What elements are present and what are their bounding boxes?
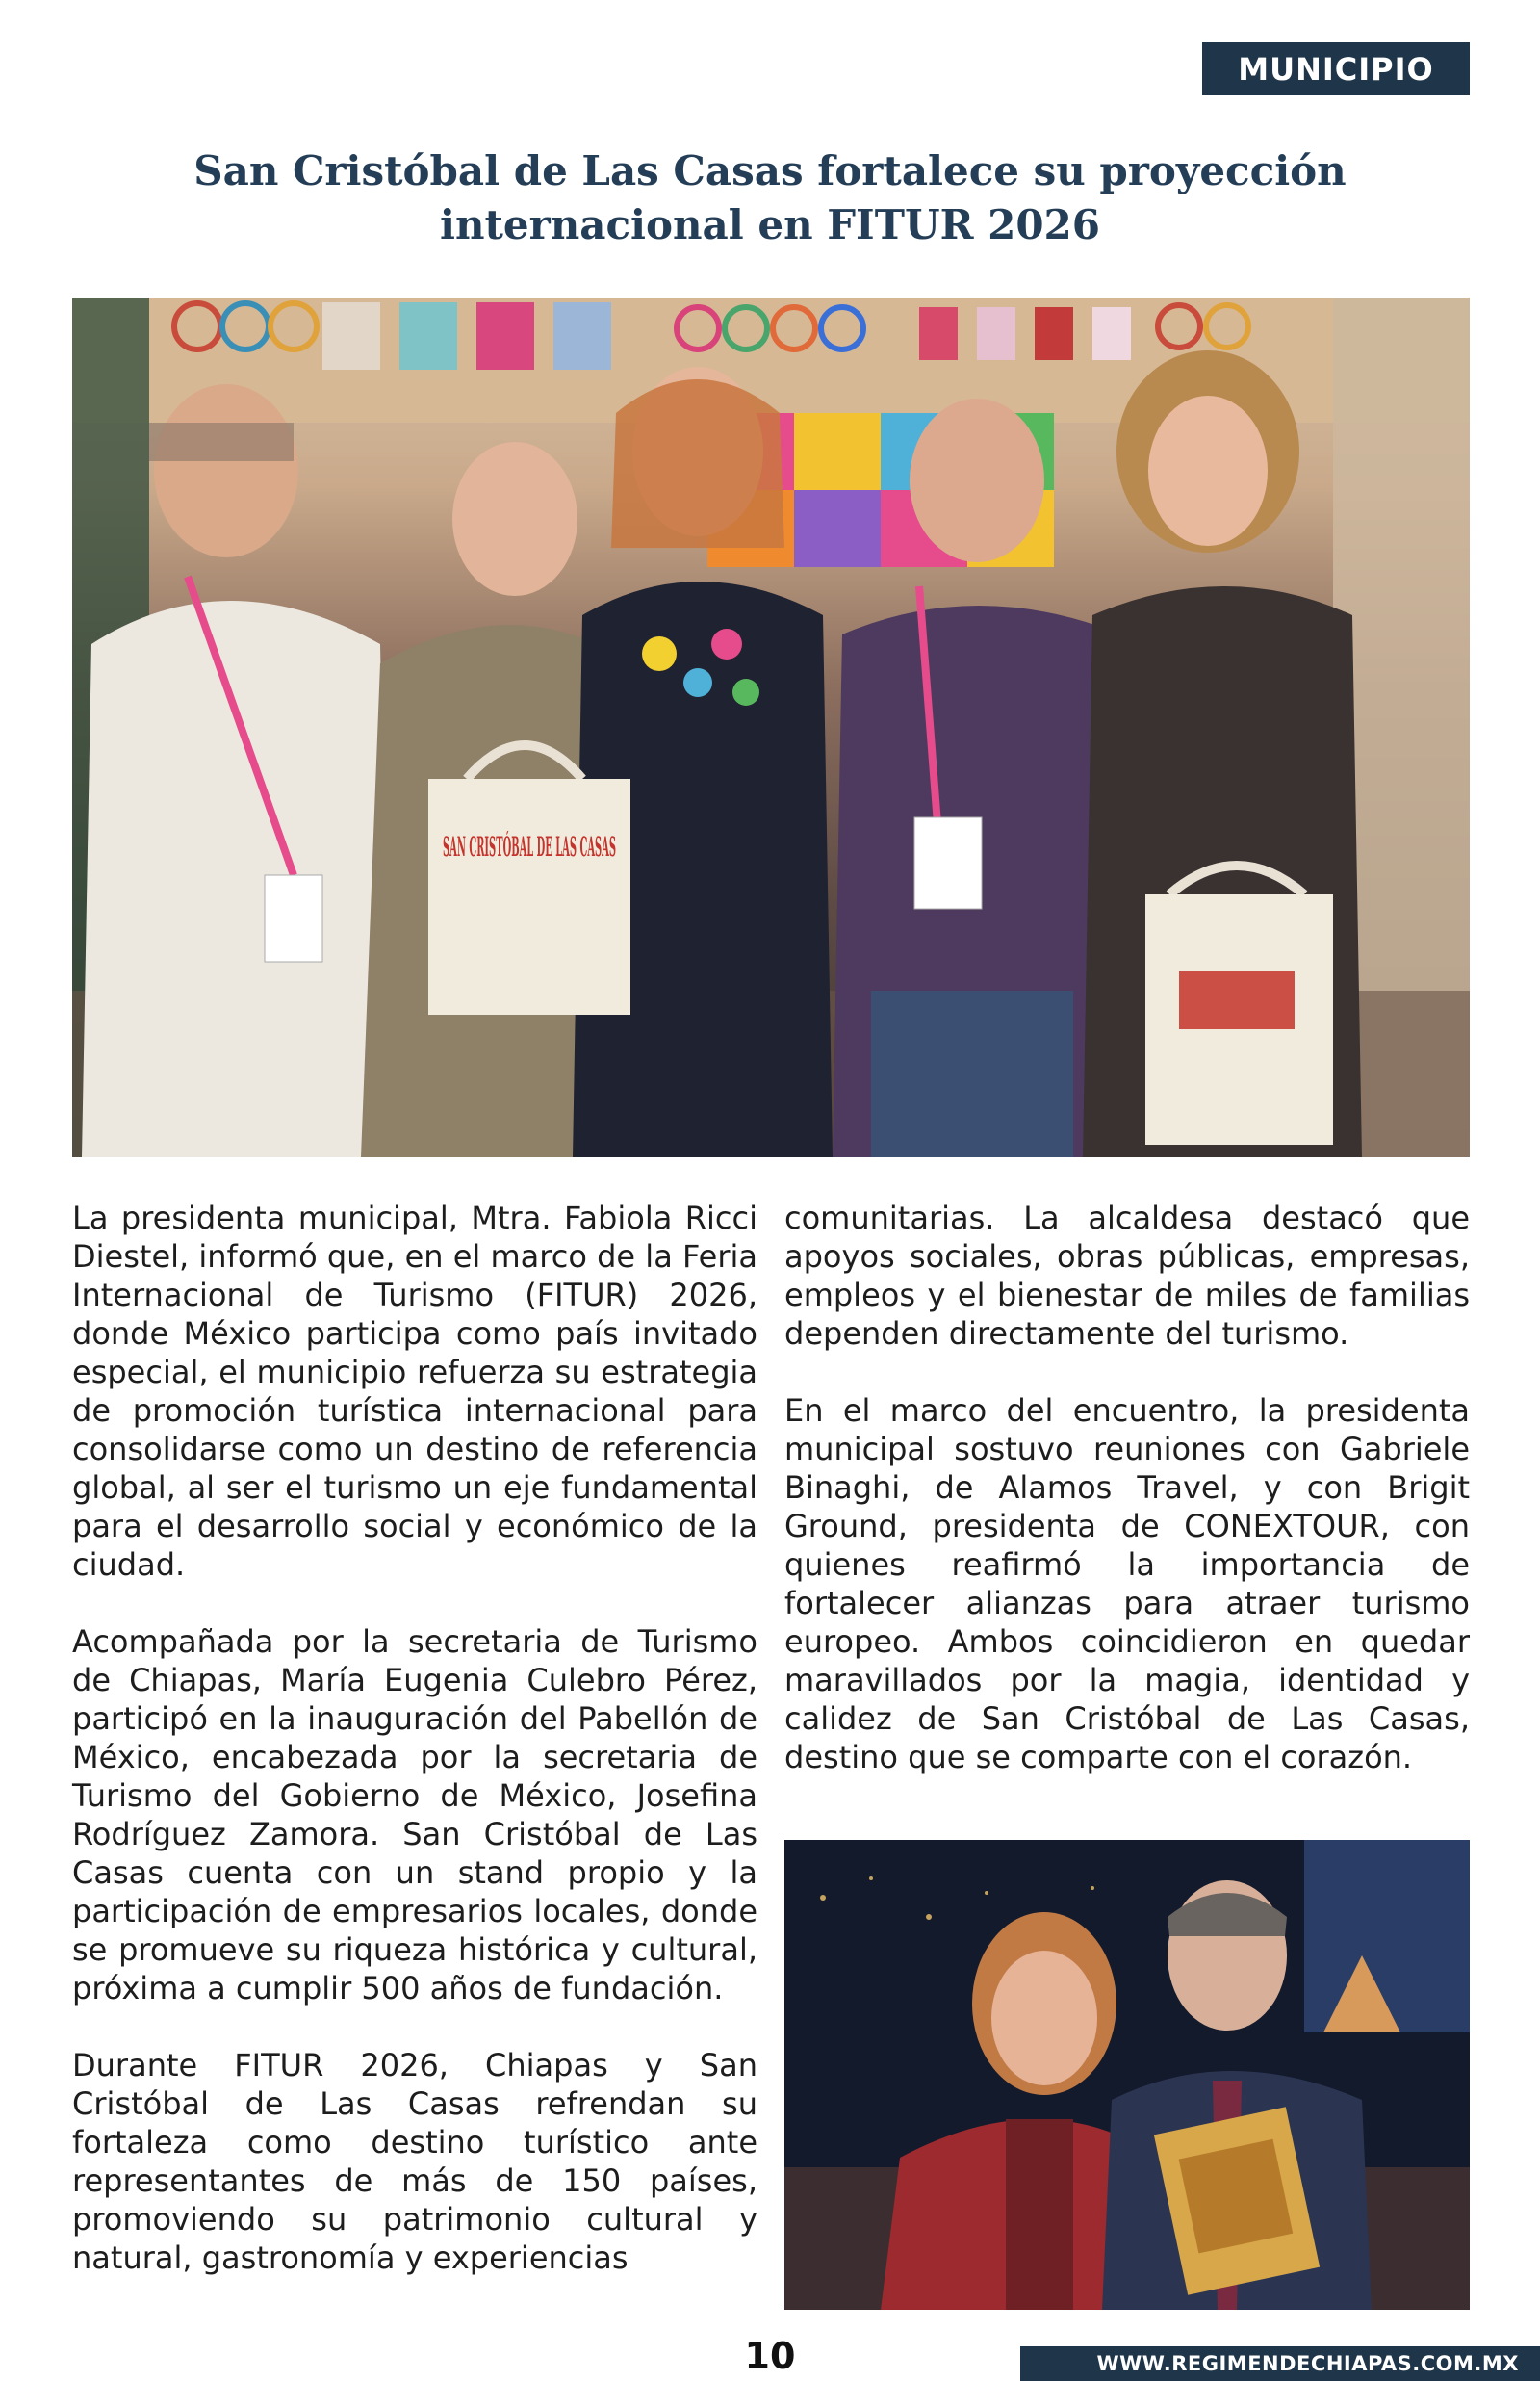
article-title: San Cristóbal de Las Casas fortalece su proyección internacional en FITUR 2026 — [193, 147, 1347, 248]
paragraph: En el marco del encuentro, la presidenta municipal sostuvo reuniones con Gabriele Binaghi, de Alamos Travel, y con Brigit Ground, presidenta de CONEXTOUR, con quienes reafirmó la importancia de fortalecer alianzas para atraer turismo europeo. Ambos coincidieron en quedar maravillados por la magia, identidad y calidez de San Cristóbal de Las Casas, destino que se comparte con el corazón. — [784, 1392, 1470, 1775]
section-tag: MUNICIPIO — [1202, 42, 1470, 95]
paragraph: Durante FITUR 2026, Chiapas y San Cristóbal de Las Casas refrendan su fortaleza como destino turístico ante representantes de más de 150 países, promoviendo su patrimonio cultural y natural, gastronomía y experiencias — [72, 2047, 757, 2276]
meeting-photo — [784, 1840, 1470, 2310]
article-column-left — [72, 1199, 757, 2316]
meeting-photo-illustration — [784, 1840, 1470, 2310]
group-photo-illustration — [72, 298, 1470, 1157]
paragraph: Acompañada por la secretaria de Turismo de Chiapas, María Eugenia Culebro Pérez, participó en la inauguración del Pabellón de México, encabezada por la secretaria de Turismo del Gobierno de México, Josefina Rodríguez Zamora. San Cristóbal de Las Casas cuenta con un stand propio y la participación de empresarios locales, donde se promueve su riqueza histórica y cultural, próxima a cumplir 500 años de fundación. — [72, 1623, 757, 2006]
paragraph: La presidenta municipal, Mtra. Fabiola Ricci Diestel, informó que, en el marco de la Feria Internacional de Turismo (FITUR) 2026, donde México participa como país invitado especial, el municipio refuerza su estrategia de promoción turística internacional para consolidarse como un destino de referencia global, al ser el turismo un eje fundamental para el desarrollo social y económico de la ciudad. — [72, 1200, 757, 1583]
page-number: 10 — [744, 2335, 796, 2377]
group-photo — [72, 298, 1470, 1157]
paragraph: comunitarias. La alcaldesa destacó que apoyos sociales, obras públicas, empresas, empleos y el bienestar de miles de familias dependen directamente del turismo. — [784, 1200, 1470, 1352]
bag-text — [443, 830, 616, 863]
website-url[interactable]: WWW.REGIMENDECHIAPAS.COM.MX — [1020, 2346, 1540, 2381]
article-column-right — [784, 1199, 1470, 1815]
